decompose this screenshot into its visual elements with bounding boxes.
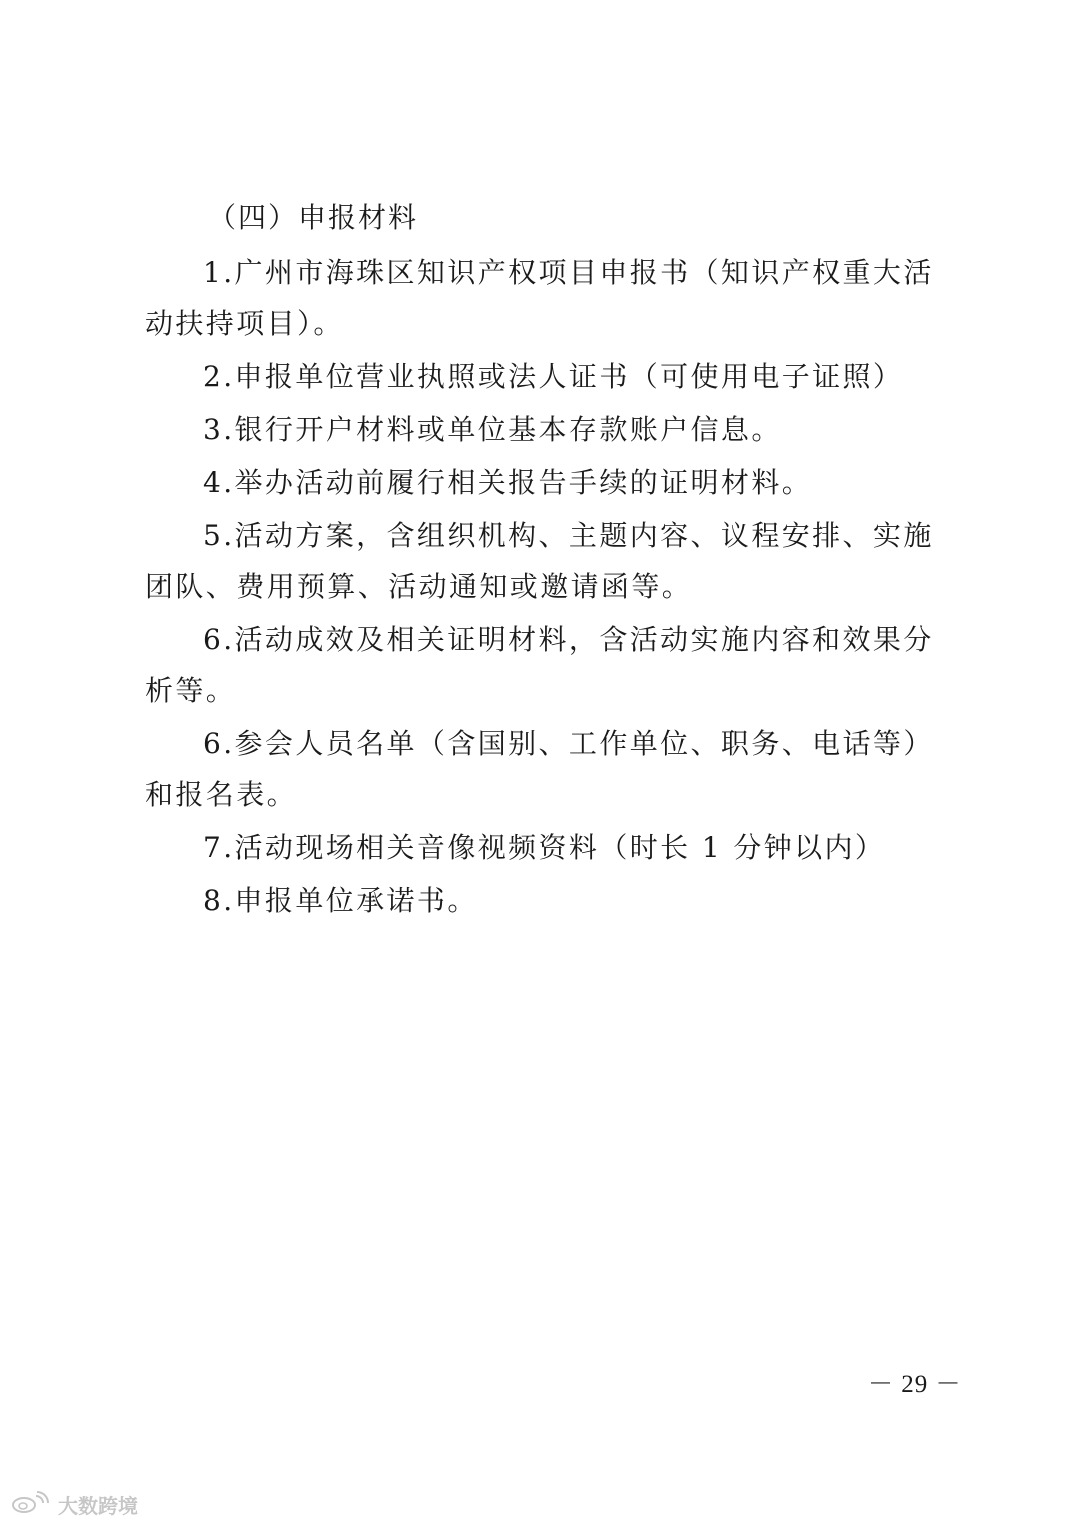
watermark-text: 大数跨境 bbox=[58, 1493, 138, 1518]
list-item: 8.申报单位承诺书。 bbox=[203, 884, 478, 917]
list-item: 5.活动方案，含组织机构、主题内容、议程安排、实施团队、费用预算、活动通知或邀请函等。 bbox=[145, 519, 934, 603]
weibo-icon bbox=[10, 1490, 58, 1519]
list-item: 2.申报单位营业执照或法人证书（可使用电子证照） bbox=[203, 360, 904, 393]
list-item: 7.活动现场相关音像视频资料（时长 1 分钟以内） bbox=[203, 831, 886, 864]
section-heading: （四）申报材料 bbox=[208, 201, 419, 234]
document-body bbox=[145, 190, 960, 927]
list-item: 6.活动成效及相关证明材料，含活动实施内容和效果分析等。 bbox=[145, 623, 934, 707]
list-item: 1.广州市海珠区知识产权项目申报书（知识产权重大活动扶持项目）。 bbox=[145, 256, 934, 340]
watermark bbox=[10, 1490, 138, 1518]
list-item: 6.参会人员名单（含国别、工作单位、职务、电话等）和报名表。 bbox=[145, 727, 934, 811]
page-number: － 29 － bbox=[868, 1371, 962, 1398]
list-item: 4.举办活动前履行相关报告手续的证明材料。 bbox=[203, 466, 813, 499]
list-item: 3.银行开户材料或单位基本存款账户信息。 bbox=[203, 413, 782, 446]
